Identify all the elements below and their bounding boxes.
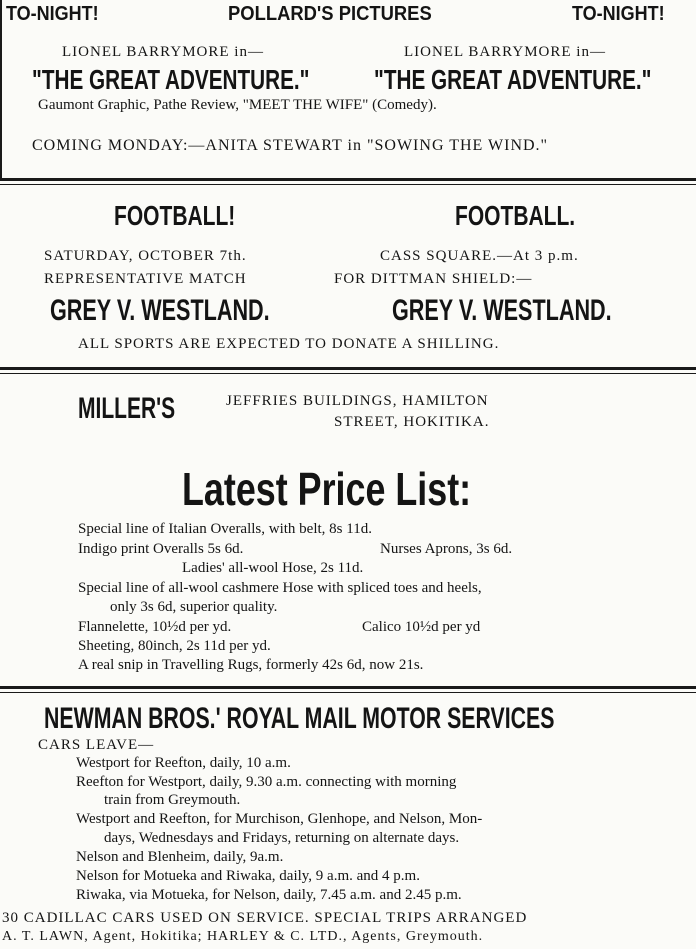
divider-rule-1 bbox=[0, 178, 696, 181]
price-line: Sheeting, 80inch, 2s 11d per yd. bbox=[78, 638, 271, 654]
coming-monday: COMING MONDAY:—ANITA STEWART in "SOWING THE WIND." bbox=[32, 137, 549, 154]
millers-address-2: STREET, HOKITIKA. bbox=[334, 414, 490, 430]
left-border-line bbox=[0, 0, 2, 180]
route-line: Nelson for Motueka and Riwaka, daily, 9 a.m. and 4 p.m. bbox=[76, 868, 420, 884]
match-date: SATURDAY, OCTOBER 7th. bbox=[44, 248, 247, 264]
route-line: Reefton for Westport, daily, 9.30 a.m. connecting with morning bbox=[76, 774, 457, 790]
price-list-heading: Latest Price List: bbox=[182, 463, 472, 515]
price-line: only 3s 6d, superior quality. bbox=[110, 599, 278, 615]
football-heading-right: FOOTBALL. bbox=[455, 200, 576, 231]
divider-rule-2b bbox=[0, 373, 696, 374]
millers-address-1: JEFFRIES BUILDINGS, HAMILTON bbox=[226, 393, 489, 409]
divider-rule-3b bbox=[0, 692, 696, 693]
route-line: days, Wednesdays and Fridays, returning on alternate days. bbox=[104, 830, 460, 846]
route-line: train from Greymouth. bbox=[104, 792, 241, 808]
price-line: Special line of Italian Overalls, with belt, 8s 11d. bbox=[78, 521, 372, 537]
divider-rule-1b bbox=[0, 184, 696, 185]
divider-rule-2 bbox=[0, 367, 696, 370]
millers-name: MILLER'S bbox=[78, 392, 176, 425]
route-line: Westport for Reefton, daily, 10 a.m. bbox=[76, 755, 291, 771]
price-line: Flannelette, 10½d per yd. bbox=[78, 619, 232, 635]
match-shield: FOR DITTMAN SHIELD:— bbox=[334, 271, 533, 287]
match-venue: CASS SQUARE.—At 3 p.m. bbox=[380, 248, 579, 264]
route-line: Nelson and Blenheim, daily, 9a.m. bbox=[76, 849, 284, 865]
tonight-left-tag: TO-NIGHT! bbox=[6, 3, 99, 25]
pollards-title: POLLARD'S PICTURES bbox=[228, 3, 432, 25]
price-line: Ladies' all-wool Hose, 2s 11d. bbox=[182, 560, 364, 576]
support-programme: Gaumont Graphic, Pathe Review, "MEET THE WIFE" (Comedy). bbox=[38, 97, 437, 113]
route-line: Westport and Reefton, for Murchison, Glenhope, and Nelson, Mon- bbox=[76, 811, 483, 827]
price-line: Indigo print Overalls 5s 6d. bbox=[78, 541, 244, 557]
film-title-left: "THE GREAT ADVENTURE." bbox=[32, 64, 310, 95]
divider-rule-3 bbox=[0, 686, 696, 689]
donate-notice: ALL SPORTS ARE EXPECTED TO DONATE A SHILLING. bbox=[78, 336, 500, 352]
agents-line: A. T. LAWN, Agent, Hokitika; HARLEY & C. LTD., Agents, Greymouth. bbox=[2, 929, 484, 944]
newman-title: NEWMAN BROS.' ROYAL MAIL MOTOR SERVICES bbox=[44, 702, 555, 735]
route-line: Riwaka, via Motueka, for Nelson, daily, 7.45 a.m. and 2.45 p.m. bbox=[76, 887, 462, 903]
price-line: A real snip in Travelling Rugs, formerly 42s 6d, now 21s. bbox=[78, 657, 424, 673]
price-line: Nurses Aprons, 3s 6d. bbox=[380, 541, 513, 557]
cadillac-notice: 30 CADILLAC CARS USED ON SERVICE. SPECIAL TRIPS ARRANGED bbox=[2, 910, 528, 926]
star-left: LIONEL BARRYMORE in— bbox=[62, 44, 264, 60]
teams-right: GREY V. WESTLAND. bbox=[392, 294, 612, 327]
price-line: Special line of all-wool cashmere Hose with spliced toes and heels, bbox=[78, 580, 482, 596]
star-right: LIONEL BARRYMORE in— bbox=[404, 44, 606, 60]
match-type: REPRESENTATIVE MATCH bbox=[44, 271, 247, 287]
tonight-right-tag: TO-NIGHT! bbox=[572, 3, 665, 25]
football-heading-left: FOOTBALL! bbox=[114, 200, 236, 231]
cars-leave: CARS LEAVE— bbox=[38, 737, 155, 753]
film-title-right: "THE GREAT ADVENTURE." bbox=[374, 64, 652, 95]
teams-left: GREY V. WESTLAND. bbox=[50, 294, 270, 327]
price-line: Calico 10½d per yd bbox=[362, 619, 481, 635]
